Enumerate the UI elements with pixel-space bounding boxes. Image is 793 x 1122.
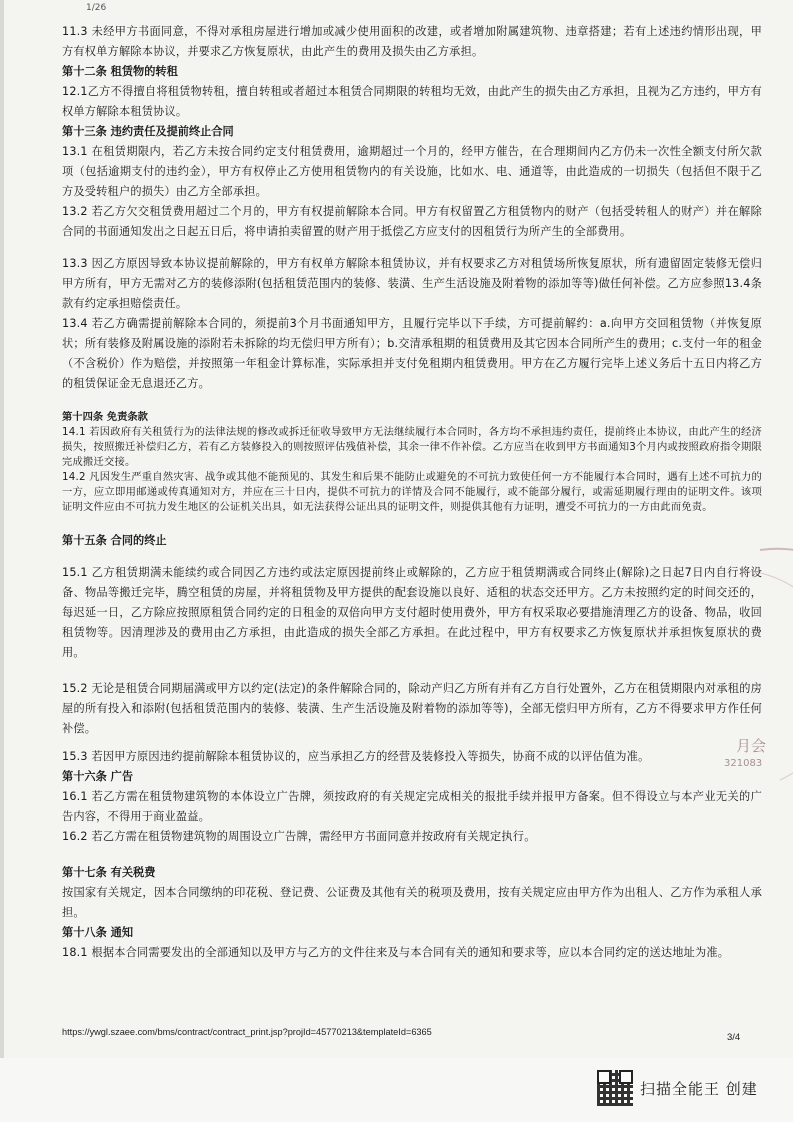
contract-body xyxy=(62,22,762,963)
clause-13-2: 13.2 若乙方欠交租赁费用超过二个月的，甲方有权提前解除本合同。甲方有权留置乙方租赁物内的财产（包括受转租人的财产）并在解除合同的书面通知发出之日起五日后，将申请拍卖留置的财产用于抵偿乙方应支付的因租赁行为所产生的全部费用。 xyxy=(62,205,762,238)
scanner-brand: 扫描全能王 创建 xyxy=(640,1080,758,1098)
seal-fragment-2: 321083 xyxy=(724,758,763,769)
clause-14-2: 14.2 凡因发生严重自然灾害、战争或其他不能预见的、其发生和后果不能防止或避免的不可抗力致使任何一方不能履行本合同时，遇有上述不可抗力的一方，应立即用邮递或传真通知对方，并应在三十日内，提供不可抗力的详情及合同不能履行，或不能部分履行，或需延期履行理由的证明文件。该项证明文件应由不可抗力发生地区的公证机关出具，如无法获得公证出具的证明文件，则提供其他有力证明，遭受不可抗力的一方由此而免责。 xyxy=(62,471,762,513)
clause-16-1: 16.1 若乙方需在租赁物建筑物的本体设立广告牌，须按政府的有关规定完成相关的报批手续并报甲方备案。但不得设立与本产业无关的广告内容，不得用于商业盈益。 xyxy=(62,790,762,823)
clause-12-1: 12.1乙方不得擅自将租赁物转租，擅自转租或者超过本租赁合同期限的转租均无效，由此产生的损失由乙方承担，且视为乙方违约，甲方有权单方解除本租赁协议。 xyxy=(62,85,762,118)
article-13-heading: 第十三条 违约责任及提前终止合同 xyxy=(62,125,234,138)
article-12-heading: 第十二条 租赁物的转租 xyxy=(62,65,178,78)
clause-14-1: 14.1 若因政府有关租赁行为的法律法规的修改或拆迁征收导致甲方无法继续履行本合同时，各方均不承担违约责任，提前终止本协议，由此产生的经济损失，按照搬迁补偿归乙方，若有乙方装修投入的则按照评估残值补偿，其余一律不作补偿。乙方应当在收到甲方书面通知3个月内或按照政府指令期限完成搬迁交接。 xyxy=(62,426,762,468)
print-url: https://ywgl.szaee.com/bms/contract/contract_print.jsp?projId=45770213&templateId=6365 xyxy=(62,1027,432,1037)
article-17-heading: 第十七条 有关税费 xyxy=(62,866,156,879)
clause-15-2: 15.2 无论是租赁合同期届满或甲方以约定(法定)的条件解除合同的，除动产归乙方所有并有乙方自行处置外，乙方在租赁期限内对承租的房屋的所有投入和添附(包括租赁范围内的装修、装潢、生产生活设施及附着物的添加等等)，全部无偿归甲方所有，乙方不得要求甲方作任何补偿。 xyxy=(62,682,762,735)
qr-code-icon xyxy=(597,1070,633,1106)
clause-11-3: 11.3 未经甲方书面同意，不得对承租房屋进行增加或减少使用面积的改建，或者增加附属建筑物、违章搭建；若有上述违约情形出现，甲方有权单方解除本协议，并要求乙方恢复原状，由此产生的费用及损失由乙方承担。 xyxy=(62,25,762,58)
clause-13-1: 13.1 在租赁期限内，若乙方未按合同约定支付租赁费用，逾期超过一个月的，经甲方催告，在合理期间内乙方仍未一次性全额支付所欠款项（包括逾期支付的违约金），甲方有权停止乙方使用租赁物内的有关设施，比如水、电、通道等，由此造成的一切损失（包括但不限于乙方及受转租户的损失）由乙方全部承担。 xyxy=(62,145,762,198)
clause-15-1: 15.1 乙方租赁期满未能续约或合同因乙方违约或法定原因提前终止或解除的，乙方应于租赁期满或合同终止(解除)之日起7日内自行将设备、物品等搬迁完毕，腾空租赁的房屋，并将租赁物及甲方提供的配套设施以良好、适租的状态交还甲方。乙方未按照约定的时间交还的，每迟延一日，乙方除应按照原租赁合同约定的日租金的双倍向甲方支付超时使用费外，甲方有权采取必要措施清理乙方的设备、物品，收回租赁物等。因清理涉及的费用由乙方承担，由此造成的损失全部乙方承担。在此过程中，甲方有权要求乙方恢复原状并承担恢复原状的费用。 xyxy=(62,566,762,659)
page-indicator: 1/26 xyxy=(86,3,107,13)
article-15-heading: 第十五条 合同的终止 xyxy=(62,534,167,547)
article-18-heading: 第十八条 通知 xyxy=(62,926,134,939)
clause-15-3: 15.3 若因甲方原因违约提前解除本租赁协议的，应当承担乙方的经营及装修投入等损失，协商不成的以评估值为准。 xyxy=(62,750,650,763)
article-16-heading: 第十六条 广告 xyxy=(62,770,134,783)
clause-17: 按国家有关规定，因本合同缴纳的印花税、登记费、公证费及其他有关的税项及费用，按有关规定应由甲方作为出租人、乙方作为承租人承担。 xyxy=(62,886,762,919)
seal-stamp xyxy=(700,530,793,810)
clause-16-2: 16.2 若乙方需在租赁物建筑物的周围设立广告牌，需经甲方书面同意并按政府有关规定执行。 xyxy=(62,830,536,843)
scan-edge xyxy=(0,0,4,1122)
article-14-block xyxy=(62,410,762,515)
seal-fragment-1: 月会 xyxy=(736,737,767,755)
article-14-heading: 第十四条 免责条款 xyxy=(62,411,148,423)
clause-18-1: 18.1 根据本合同需要发出的全部通知以及甲方与乙方的文件往来及与本合同有关的通知和要求等，应以本合同约定的送达地址为准。 xyxy=(62,946,730,959)
page-count: 3/4 xyxy=(727,1032,741,1043)
clause-13-4: 13.4 若乙方确需提前解除本合同的，须提前3个月书面通知甲方，且履行完毕以下手续，方可提前解约：a.向甲方交回租赁物（并恢复原状；所有装修及附属设施的添附若未拆除的均无偿归甲方所有）；b.交清承租期的租赁费用及其它因本合同所产生的费用；c.支付一年的租金（不含税价）作为赔偿，并按照第一年租金计算标准，实际承担并支付免租期内租赁费用。甲方在乙方履行完毕上述义务后十五日内将乙方的租赁保证金无息退还乙方。 xyxy=(62,317,762,390)
clause-13-3: 13.3 因乙方原因导致本协议提前解除的，甲方有权单方解除本租赁协议，并有权要求乙方对租赁场所恢复原状，所有遗留固定装修无偿归甲方所有，甲方无需对乙方的装修添附(包括租赁范围内的装修、装潢、生产生活设施及附着物的添加等等)做任何补偿。乙方应参照13.4条款有约定承担赔偿责任。 xyxy=(62,257,762,310)
